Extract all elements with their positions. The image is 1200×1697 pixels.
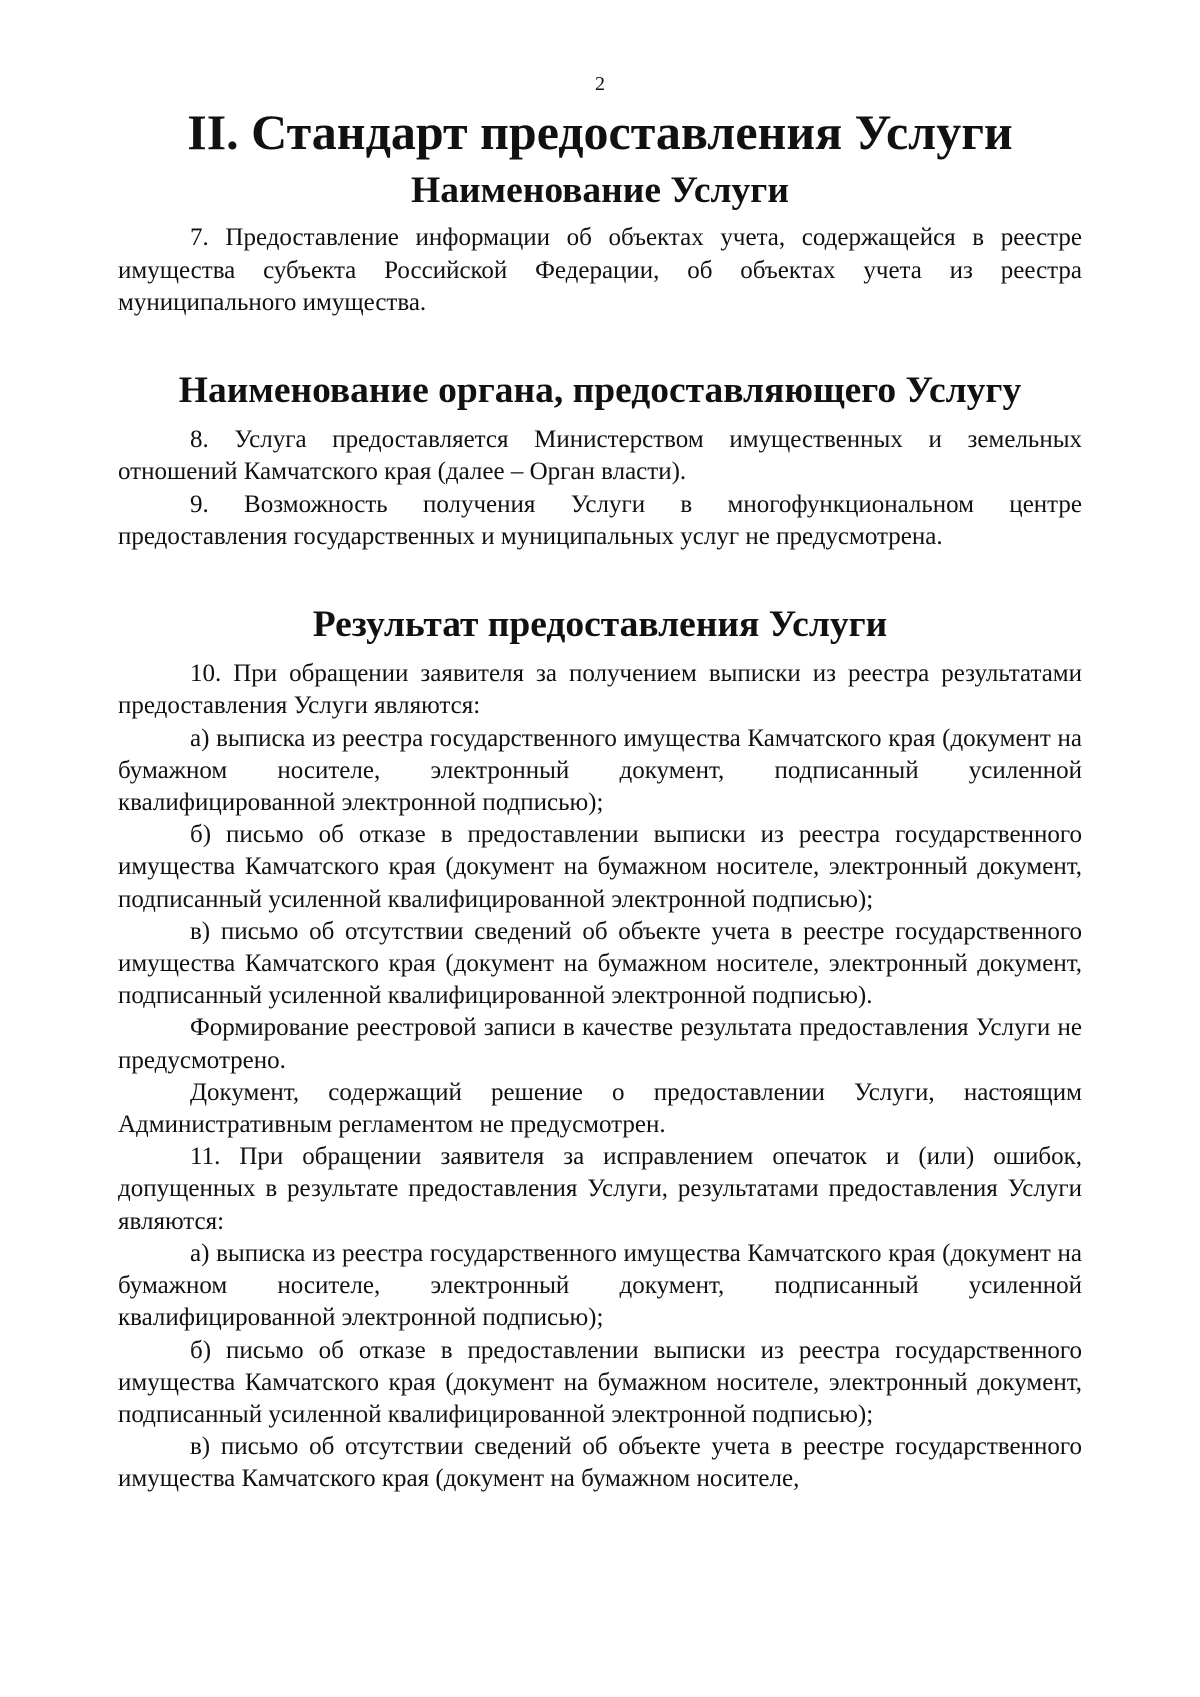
- authority-heading: Наименование органа, предоставляющего Услугу: [178, 370, 1022, 412]
- paragraph-10-c: в) письмо об отсутствии сведений об объекте учета в реестре государственного имущества Камчатского края (документ на бумажном носителе, электронный документ, подписанный усиленной квалифицированной электронной подписью).: [118, 917, 1082, 1010]
- paragraph-11-a: а) выписка из реестра государственного имущества Камчатского края (документ на бумажном носителе, электронный документ, подписанный усиленной квалифицированной электронной подписью);: [118, 1239, 1082, 1332]
- paragraph-7: 7. Предоставление информации об объектах учета, содержащейся в реестре имущества субъекта Российской Федерации, об объектах учета из реестра муниципального имущества.: [118, 224, 1082, 316]
- result-heading: Результат предоставления Услуги: [312, 604, 888, 646]
- section-title: II. Стандарт предоставления Услуги: [187, 104, 1013, 160]
- paragraph-11-b: б) письмо об отказе в предоставлении выписки из реестра государственного имущества Камчатского края (документ на бумажном носителе, электронный документ, подписанный усиленной квалифицированной электронной подписью);: [118, 1336, 1082, 1428]
- paragraph-9: 9. Возможность получения Услуги в многофункциональном центре предоставления государственных и муниципальных услуг не предусмотрена.: [118, 490, 1082, 550]
- paragraph-10-decision: Документ, содержащий решение о предоставлении Услуги, настоящим Административным регламентом не предусмотрен.: [118, 1078, 1082, 1139]
- paragraph-10-record: Формирование реестровой записи в качестве результата предоставления Услуги не предусмотрено.: [118, 1014, 1082, 1074]
- paragraph-8: 8. Услуга предоставляется Министерством имущественных и земельных отношений Камчатского края (далее – Орган власти).: [118, 426, 1082, 486]
- page-number: 2: [595, 73, 605, 95]
- document-body: [118, 104, 1082, 1496]
- paragraph-11-c: в) письмо об отсутствии сведений об объекте учета в реестре государственного имущества Камчатского края (документ на бумажном носителе,: [118, 1433, 1082, 1493]
- service-name-heading: Наименование Услуги: [411, 170, 789, 212]
- paragraph-11: 11. При обращении заявителя за исправлением опечаток и (или) ошибок, допущенных в результате предоставления Услуги, результатами предоставления Услуги являются:: [118, 1143, 1082, 1235]
- paragraph-10: 10. При обращении заявителя за получением выписки из реестра результатами предоставления Услуги являются:: [118, 660, 1082, 720]
- paragraph-10-b: б) письмо об отказе в предоставлении выписки из реестра государственного имущества Камчатского края (документ на бумажном носителе, электронный документ, подписанный усиленной квалифицированной электронной подписью);: [118, 821, 1082, 913]
- paragraph-10-a: а) выписка из реестра государственного имущества Камчатского края (документ на бумажном носителе, электронный документ, подписанный усиленной квалифицированной электронной подписью);: [118, 724, 1082, 817]
